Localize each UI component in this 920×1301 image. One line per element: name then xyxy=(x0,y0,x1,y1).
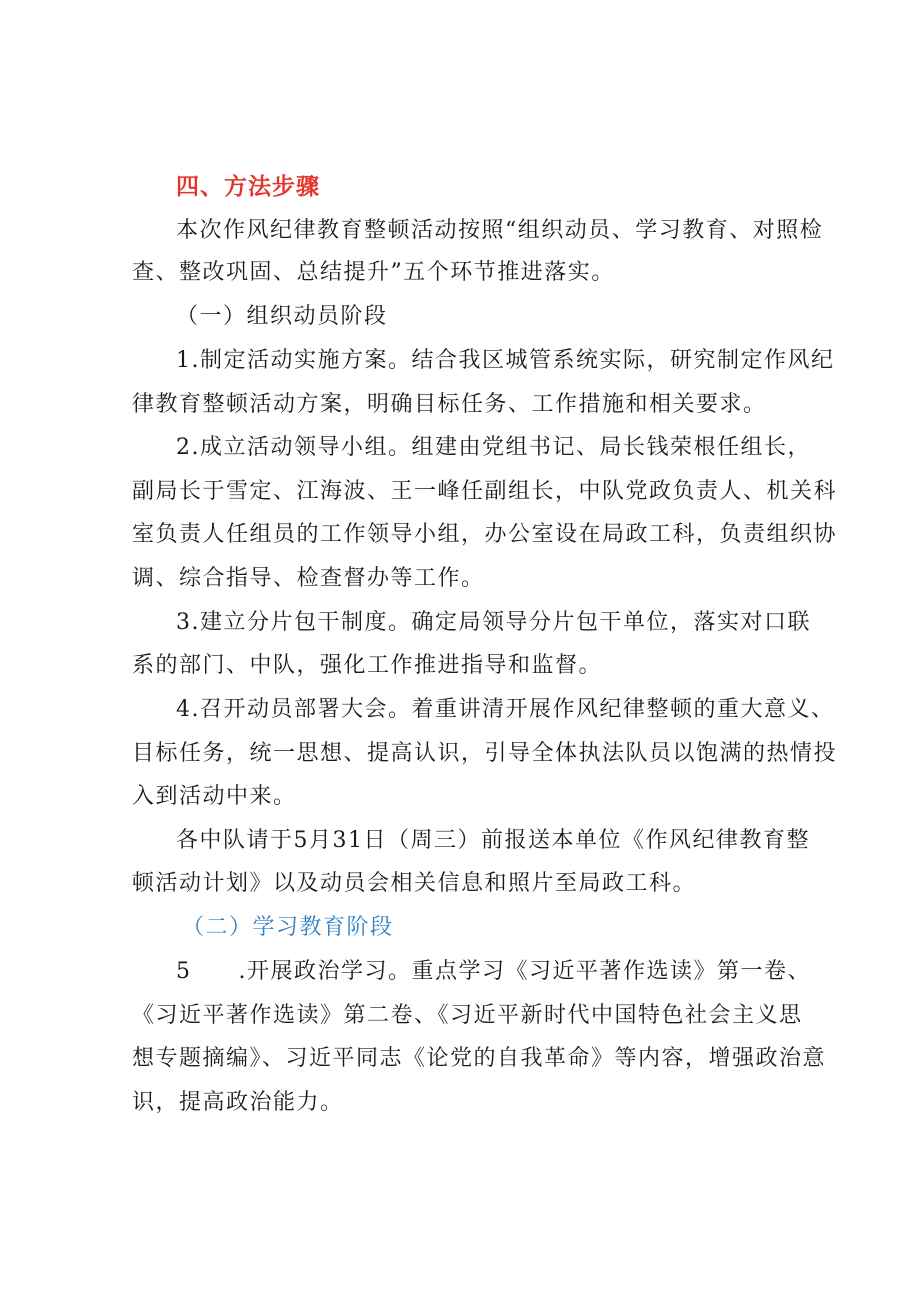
item5-line-4: 识，提高政治能力。 xyxy=(132,1090,344,1115)
stage1-title: （一）组织动员阶段 xyxy=(176,304,388,329)
item5-line-2: 《习近平著作选读》第二卷、《习近平新时代中国特色社会主义思 xyxy=(132,1003,803,1028)
note-line-1: 各中队请于5月31日（周三）前报送本单位《作风纪律教育整 xyxy=(176,828,810,853)
item4-line-1: 4.召开动员部署大会。着重讲清开展作风纪律整顿的重大意义、 xyxy=(176,697,835,722)
note-line-2: 顿活动计划》以及动员会相关信息和照片至局政工科。 xyxy=(132,871,697,896)
item5-line-1: 5 .开展政治学习。重点学习《习近平著作选读》第一卷、 xyxy=(176,959,811,984)
item3-line-2: 系的部门、中队，强化工作推进指导和监督。 xyxy=(132,653,603,678)
stage2-title: （二）学习教育阶段 xyxy=(182,915,394,940)
item5-line-3: 想专题摘编》、习近平同志《论党的自我革命》等内容，增强政治意 xyxy=(132,1046,827,1071)
item2-line-1: 2.成立活动领导小组。组建由党组书记、局长钱荣根任组长， xyxy=(176,435,811,460)
section-title: 四、方法步骤 xyxy=(176,174,320,200)
item2-line-3: 室负责人任组员的工作领导小组，办公室设在局政工科，负责组织协 xyxy=(132,522,838,547)
item1-line-1: 1.制定活动实施方案。结合我区城管系统实际，研究制定作风纪 xyxy=(176,348,835,373)
item2-line-2: 副局长于雪定、江海波、王一峰任副组长，中队党政负责人、机关科 xyxy=(132,479,838,504)
item4-line-2: 目标任务，统一思想、提高认识，引导全体执法队员以饱满的热情投 xyxy=(132,741,838,766)
intro-line-1: 本次作风纪律教育整顿活动按照“组织动员、学习教育、对照检 xyxy=(176,218,824,243)
intro-line-2: 查、整改巩固、总结提升”五个环节推进落实。 xyxy=(132,260,615,285)
item4-line-3: 入到活动中来。 xyxy=(132,784,297,809)
item3-line-1: 3.建立分片包干制度。确定局领导分片包干单位，落实对口联 xyxy=(176,610,811,635)
item2-line-4: 调、综合指导、检查督办等工作。 xyxy=(132,566,485,591)
item1-line-2: 律教育整顿活动方案，明确目标任务、工作措施和相关要求。 xyxy=(132,392,767,417)
